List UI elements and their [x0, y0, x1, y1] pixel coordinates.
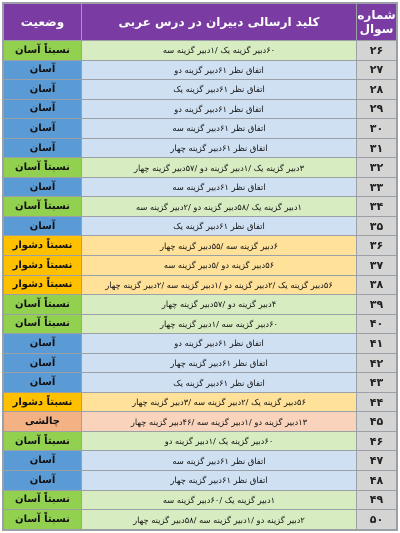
question-number: ۴۷ [357, 451, 397, 471]
table-row [4, 60, 397, 80]
question-number: ۳۳ [357, 177, 397, 197]
answer-key-table [3, 3, 397, 530]
question-number-header: شماره سوال [357, 4, 397, 41]
difficulty-status: آسان [4, 119, 82, 139]
difficulty-status: نسبتاً دشوار [4, 275, 82, 295]
difficulty-status: آسان [4, 99, 82, 119]
question-number: ۲۸ [357, 80, 397, 100]
difficulty-status: نسبتاً آسان [4, 197, 82, 217]
difficulty-status: آسان [4, 353, 82, 373]
question-number: ۴۱ [357, 334, 397, 354]
question-number: ۳۸ [357, 275, 397, 295]
question-number: ۲۶ [357, 41, 397, 61]
question-number: ۴۵ [357, 412, 397, 432]
question-number: ۳۲ [357, 158, 397, 178]
difficulty-status: نسبتاً دشوار [4, 256, 82, 276]
question-number: ۴۴ [357, 392, 397, 412]
question-number: ۳۷ [357, 256, 397, 276]
table-row [4, 392, 397, 412]
table-row [4, 490, 397, 510]
answer-key-sheet [2, 2, 398, 531]
question-number: ۳۵ [357, 216, 397, 236]
table-row [4, 41, 397, 61]
teacher-answer: ۵۶دبیر گزینه یک /۲دبیر گزینه سه /۳دبیر گزینه چهار [82, 392, 357, 412]
table-row [4, 197, 397, 217]
difficulty-status: نسبتاً آسان [4, 510, 82, 530]
teacher-answer: ۱۳دبیر گزینه دو /۱دبیر گزینه سه /۴۶دبیر گزینه چهار [82, 412, 357, 432]
table-row [4, 158, 397, 178]
table-row [4, 216, 397, 236]
teacher-answer: اتفاق نظر ۶۱دبیر گزینه دو [82, 334, 357, 354]
teacher-answer: ۵۶دبیر گزینه یک /۲دبیر گزینه دو /۱دبیر گزینه سه /۲دبیر گزینه چهار [82, 275, 357, 295]
difficulty-status: آسان [4, 373, 82, 393]
question-number: ۳۰ [357, 119, 397, 139]
question-number: ۳۴ [357, 197, 397, 217]
teacher-answer: ۲دبیر گزینه دو /۱دبیر گزینه سه /۵۸دبیر گزینه چهار [82, 510, 357, 530]
teacher-answer: ۶۰دبیر گزینه یک /۱دبیر گزینه دو [82, 431, 357, 451]
teacher-answer: اتفاق نظر ۶۱دبیر گزینه یک [82, 80, 357, 100]
teacher-answer: اتفاق نظر ۶۱دبیر گزینه سه [82, 119, 357, 139]
difficulty-status: نسبتاً آسان [4, 158, 82, 178]
difficulty-status: نسبتاً دشوار [4, 392, 82, 412]
teacher-answer: اتفاق نظر ۶۱دبیر گزینه یک [82, 216, 357, 236]
table-row [4, 314, 397, 334]
table-row [4, 373, 397, 393]
table-row [4, 177, 397, 197]
table-row [4, 334, 397, 354]
difficulty-status: آسان [4, 60, 82, 80]
question-number: ۴۸ [357, 471, 397, 491]
difficulty-status: آسان [4, 177, 82, 197]
difficulty-status: آسان [4, 80, 82, 100]
difficulty-status: نسبتاً آسان [4, 431, 82, 451]
question-number: ۴۹ [357, 490, 397, 510]
teacher-answer: ۵۶دبیر گزینه دو /۵دبیر گزینه سه [82, 256, 357, 276]
question-number: ۴۲ [357, 353, 397, 373]
teacher-answer: اتفاق نظر ۶۱دبیر گزینه دو [82, 99, 357, 119]
teacher-answer: ۴دبیر گزینه دو /۵۷دبیر گزینه چهار [82, 295, 357, 315]
teacher-answer: ۱دبیر گزینه یک /۵۸دبیر گزینه دو /۲دبیر گزینه سه [82, 197, 357, 217]
difficulty-status: آسان [4, 451, 82, 471]
question-number: ۲۷ [357, 60, 397, 80]
table-row [4, 138, 397, 158]
table-row [4, 99, 397, 119]
teacher-answer: ۱دبیر گزینه یک /۶۰دبیر گزینه سه [82, 490, 357, 510]
difficulty-status: نسبتاً آسان [4, 41, 82, 61]
difficulty-status: نسبتاً دشوار [4, 236, 82, 256]
question-number: ۳۶ [357, 236, 397, 256]
difficulty-status: چالشی [4, 412, 82, 432]
table-row [4, 353, 397, 373]
header-row [4, 4, 397, 41]
teacher-answer: اتفاق نظر ۶۱دبیر گزینه سه [82, 451, 357, 471]
difficulty-status: آسان [4, 471, 82, 491]
question-number: ۳۱ [357, 138, 397, 158]
question-number: ۴۰ [357, 314, 397, 334]
teacher-answer-header: کلید ارسالی دبیران در درس عربی [82, 4, 357, 41]
difficulty-status: نسبتاً آسان [4, 490, 82, 510]
table-row [4, 295, 397, 315]
difficulty-status: آسان [4, 334, 82, 354]
table-row [4, 236, 397, 256]
teacher-answer: اتفاق نظر ۶۱دبیر گزینه یک [82, 373, 357, 393]
difficulty-status: نسبتاً آسان [4, 314, 82, 334]
teacher-answer: ۳دبیر گزینه یک /۱دبیر گزینه دو /۵۷دبیر گزینه چهار [82, 158, 357, 178]
teacher-answer: ۶دبیر گزینه سه /۵۵دبیر گزینه چهار [82, 236, 357, 256]
table-row [4, 471, 397, 491]
table-row [4, 275, 397, 295]
difficulty-status: آسان [4, 138, 82, 158]
difficulty-status: نسبتاً آسان [4, 295, 82, 315]
table-row [4, 510, 397, 530]
question-number: ۴۳ [357, 373, 397, 393]
question-number: ۵۰ [357, 510, 397, 530]
question-number: ۲۹ [357, 99, 397, 119]
teacher-answer: اتفاق نظر ۶۱دبیر گزینه چهار [82, 353, 357, 373]
table-row [4, 80, 397, 100]
answer-key-body [4, 41, 397, 530]
teacher-answer: ۶۰دبیر گزینه یک /۱دبیر گزینه سه [82, 41, 357, 61]
difficulty-status: آسان [4, 216, 82, 236]
teacher-answer: اتفاق نظر ۶۱دبیر گزینه سه [82, 177, 357, 197]
table-row [4, 256, 397, 276]
question-number: ۴۶ [357, 431, 397, 451]
teacher-answer: اتفاق نظر ۶۱دبیر گزینه دو [82, 60, 357, 80]
table-row [4, 119, 397, 139]
status-header: وضعیت [4, 4, 82, 41]
teacher-answer: اتفاق نظر ۶۱دبیر گزینه چهار [82, 138, 357, 158]
teacher-answer: اتفاق نظر ۶۱دبیر گزینه چهار [82, 471, 357, 491]
table-row [4, 412, 397, 432]
teacher-answer: ۶۰دبیر گزینه سه /۱دبیر گزینه چهار [82, 314, 357, 334]
table-row [4, 451, 397, 471]
table-row [4, 431, 397, 451]
question-number: ۳۹ [357, 295, 397, 315]
